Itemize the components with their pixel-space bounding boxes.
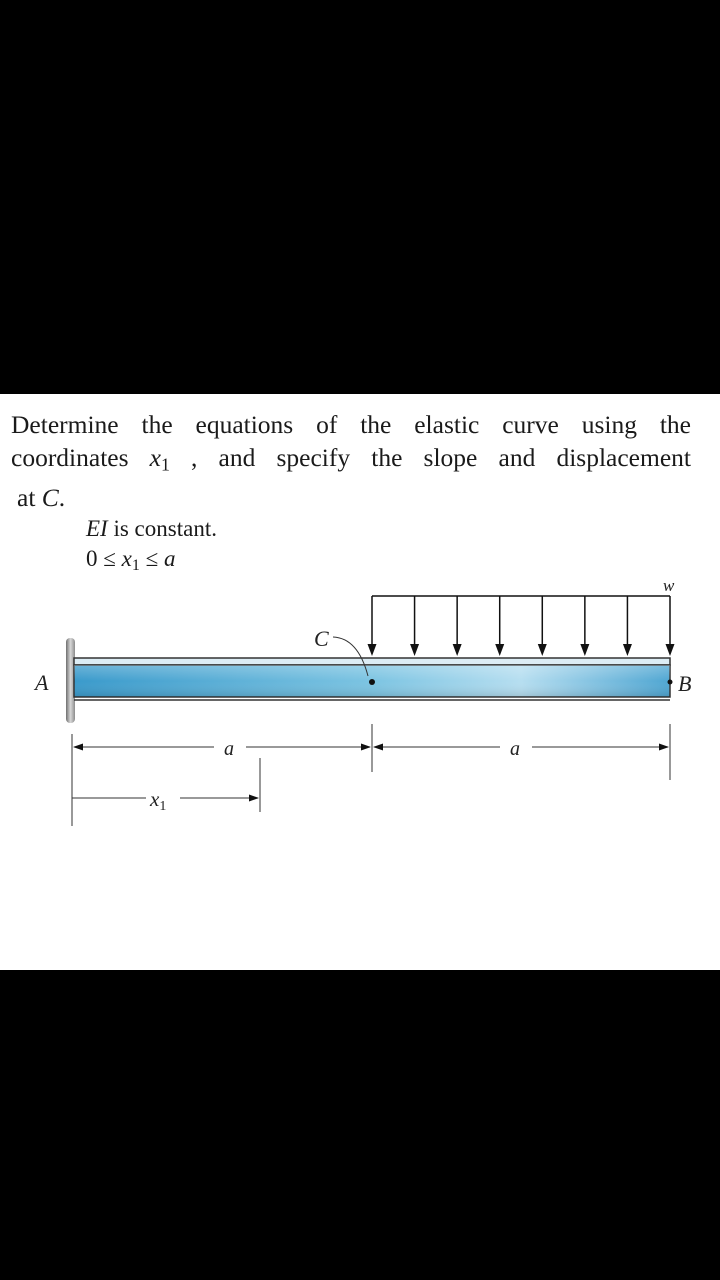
problem-text: coordinates (11, 443, 150, 472)
range-text: ≤ (139, 546, 165, 571)
load-arrow-head (623, 644, 632, 656)
label-w: w (663, 576, 675, 595)
problem-text: at (17, 483, 42, 513)
point-c-reference: C (41, 483, 59, 513)
range-text: 0 ≤ (86, 546, 122, 571)
ei-variable: EI (86, 516, 108, 541)
point-c-dot (369, 679, 375, 685)
dimension-a-right-label: a (510, 738, 520, 760)
problem-text: . (58, 483, 66, 513)
load-arrow-head (495, 644, 504, 656)
load-arrow-head (666, 644, 675, 656)
dimension-x1-subscript: 1 (159, 799, 167, 814)
range-subscript: 1 (131, 557, 140, 575)
label-b: B (678, 671, 692, 696)
load-arrow-head (580, 644, 589, 656)
problem-text: , and specify the slope and displacement (169, 443, 691, 472)
label-c: C (314, 626, 329, 651)
coordinate-subscript: 1 (161, 454, 170, 475)
label-a: A (35, 670, 49, 695)
range-upper-bound: a (164, 546, 176, 571)
point-b-dot (668, 680, 673, 685)
load-arrow-head (368, 644, 377, 656)
load-arrow-head (453, 644, 462, 656)
coordinate-variable: x (149, 443, 161, 472)
dimension-x1-label (149, 787, 166, 814)
ei-text: is constant. (107, 516, 217, 541)
beam-top-flange (74, 658, 670, 665)
load-arrow-head (410, 644, 419, 656)
range-variable: x (121, 546, 132, 571)
problem-panel (0, 394, 720, 970)
distributed-load (368, 596, 675, 656)
dimension-x1-variable: x (150, 787, 160, 811)
dimension-a-left-label: a (224, 738, 234, 760)
beam-diagram (0, 394, 720, 970)
problem-line-1: Determine the equations of the elastic curve using the (11, 410, 691, 439)
load-arrow-head (538, 644, 547, 656)
